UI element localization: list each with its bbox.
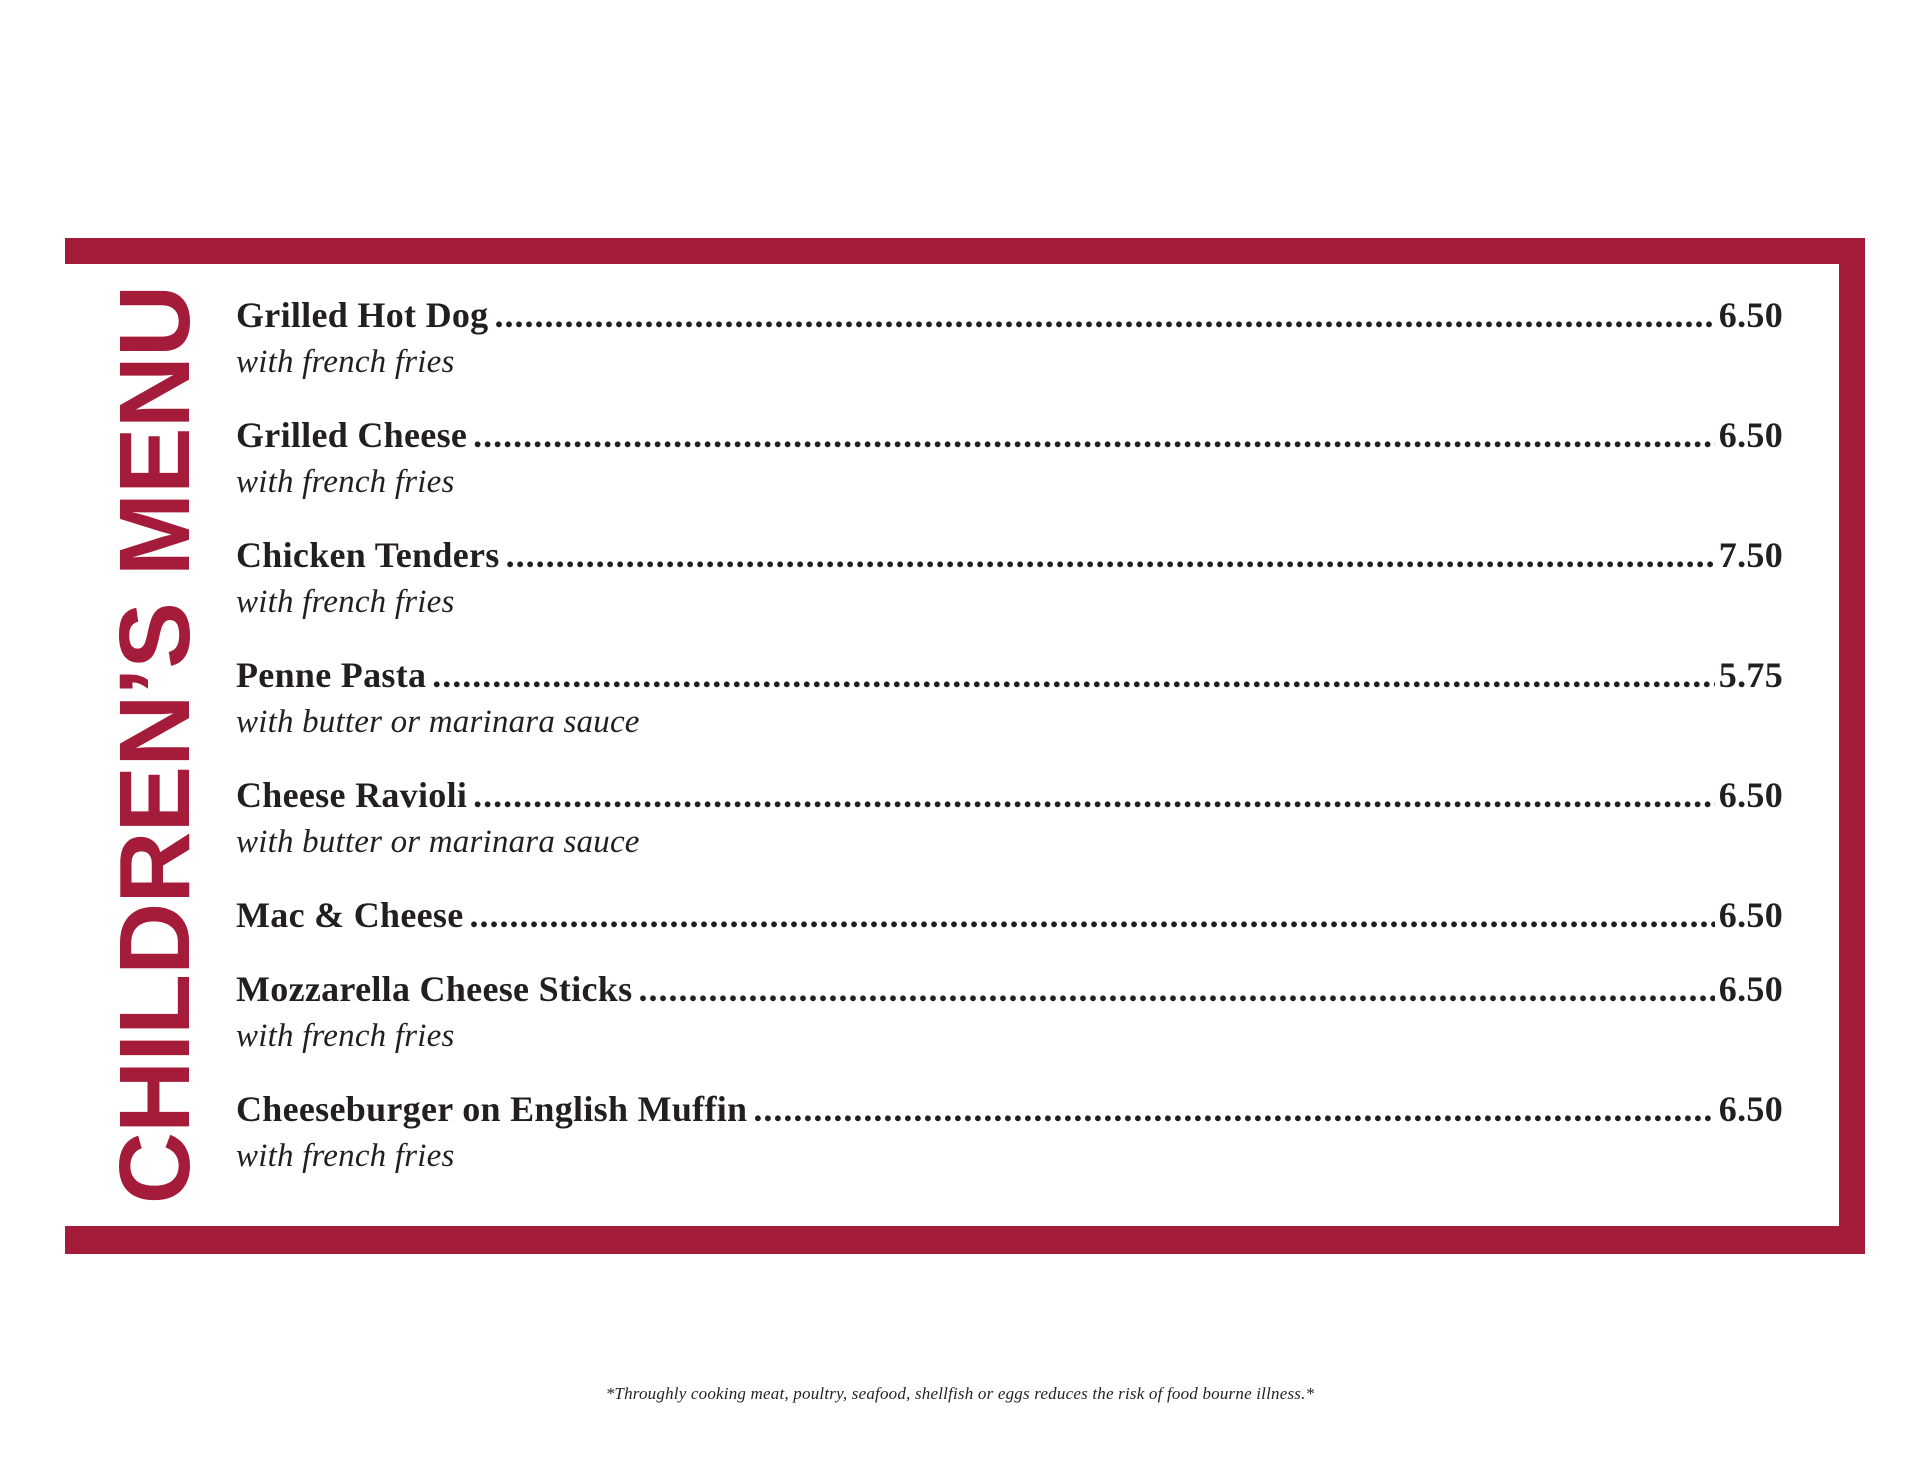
dot-leader: [473, 412, 1715, 458]
dot-leader: [432, 652, 1715, 698]
item-price: 5.75: [1718, 655, 1783, 695]
item-price: 6.50: [1718, 969, 1783, 1009]
dot-leader: [473, 772, 1715, 818]
item-price: 7.50: [1718, 535, 1783, 575]
dot-leader: [638, 966, 1714, 1012]
item-price: 6.50: [1718, 415, 1783, 455]
item-description: with butter or marinara sauce: [236, 824, 640, 860]
food-safety-footnote: *Throughly cooking meat, poultry, seafood, shellfish or eggs reduces the risk of food bourne illness.*: [605, 1384, 1315, 1403]
item-name: Cheese Ravioli: [236, 775, 468, 815]
item-description: with french fries: [236, 344, 455, 380]
item-name: Cheeseburger on English Muffin: [236, 1089, 748, 1129]
dot-leader: [470, 892, 1715, 938]
menu-panel: [173, 264, 1839, 1226]
menu-item: [236, 292, 1783, 384]
item-description: with french fries: [236, 1138, 455, 1174]
item-description: with butter or marinara sauce: [236, 704, 640, 740]
item-name: Chicken Tenders: [236, 535, 500, 575]
item-name: Penne Pasta: [236, 655, 427, 695]
dot-leader: [753, 1086, 1714, 1132]
menu-item: [236, 652, 1783, 744]
item-description: with french fries: [236, 584, 455, 620]
item-price: 6.50: [1718, 295, 1783, 335]
menu-item: [236, 1086, 1783, 1178]
item-price: 6.50: [1718, 1089, 1783, 1129]
item-price: 6.50: [1718, 895, 1783, 935]
item-price: 6.50: [1718, 775, 1783, 815]
item-name: Mac & Cheese: [236, 895, 464, 935]
item-name: Grilled Cheese: [236, 415, 468, 455]
menu-item: [236, 966, 1783, 1058]
item-description: with french fries: [236, 464, 455, 500]
menu-item: [236, 892, 1783, 938]
item-name: Grilled Hot Dog: [236, 295, 489, 335]
menu-item: [236, 532, 1783, 624]
item-description: with french fries: [236, 1018, 455, 1054]
dot-leader: [494, 292, 1714, 338]
menu-item: [236, 772, 1783, 864]
menu-item: [236, 412, 1783, 504]
dot-leader: [506, 532, 1715, 578]
menu-title: CHILDREN’S MENU: [99, 285, 211, 1205]
item-name: Mozzarella Cheese Sticks: [236, 969, 633, 1009]
